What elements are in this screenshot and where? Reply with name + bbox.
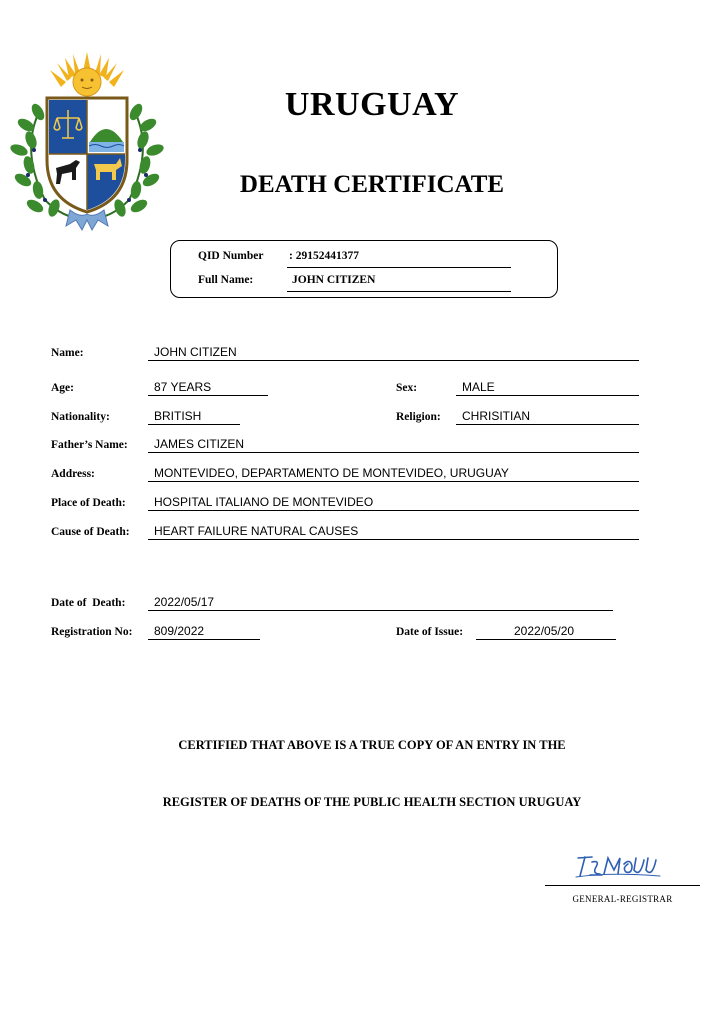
father-name-label: Father’s Name: <box>51 439 128 451</box>
age-label: Age: <box>51 382 74 394</box>
registrar-title: GENERAL-REGISTRAR <box>572 894 673 904</box>
age-value: 87 YEARS <box>148 380 268 396</box>
nationality-label: Nationality: <box>51 411 110 423</box>
full-name-value: JOHN CITIZEN <box>287 274 511 292</box>
qid-value: : 29152441377 <box>287 250 511 268</box>
sex-label: Sex: <box>396 382 418 394</box>
qid-label: QID Number <box>198 250 264 262</box>
date-of-death-label: Date of Death: <box>51 597 126 609</box>
father-name-value: JAMES CITIZEN <box>148 437 639 453</box>
certification-line-2: REGISTER OF DEATHS OF THE PUBLIC HEALTH SECTION URUGUAY <box>162 795 582 809</box>
coat-of-arms-icon <box>10 50 165 232</box>
signature-line <box>545 885 700 886</box>
cause-of-death-value: HEART FAILURE NATURAL CAUSES <box>148 524 639 540</box>
address-label: Address: <box>51 468 95 480</box>
religion-value: CHRISITIAN <box>456 409 639 425</box>
sex-value: MALE <box>456 380 639 396</box>
place-of-death-value: HOSPITAL ITALIANO DE MONTEVIDEO <box>148 495 639 511</box>
date-of-issue-label: Date of Issue: <box>396 626 464 638</box>
full-name-label: Full Name: <box>198 274 254 286</box>
signature-icon <box>570 848 670 884</box>
registration-no-value: 809/2022 <box>148 624 260 640</box>
place-of-death-label: Place of Death: <box>51 497 126 509</box>
religion-label: Religion: <box>396 411 441 423</box>
cause-of-death-label: Cause of Death: <box>51 526 130 538</box>
document-title: DEATH CERTIFICATE <box>239 171 505 198</box>
registration-no-label: Registration No: <box>51 626 133 638</box>
name-label: Name: <box>51 347 84 359</box>
country-title: URUGUAY <box>284 86 460 123</box>
certification-line-1: CERTIFIED THAT ABOVE IS A TRUE COPY OF AN ENTRY IN THE <box>178 738 566 752</box>
address-value: MONTEVIDEO, DEPARTAMENTO DE MONTEVIDEO, URUGUAY <box>148 466 639 482</box>
qid-box <box>170 240 558 298</box>
date-of-death-value: 2022/05/17 <box>148 595 613 611</box>
nationality-value: BRITISH <box>148 409 240 425</box>
name-value: JOHN CITIZEN <box>148 345 639 361</box>
date-of-issue-value: 2022/05/20 <box>476 624 616 640</box>
